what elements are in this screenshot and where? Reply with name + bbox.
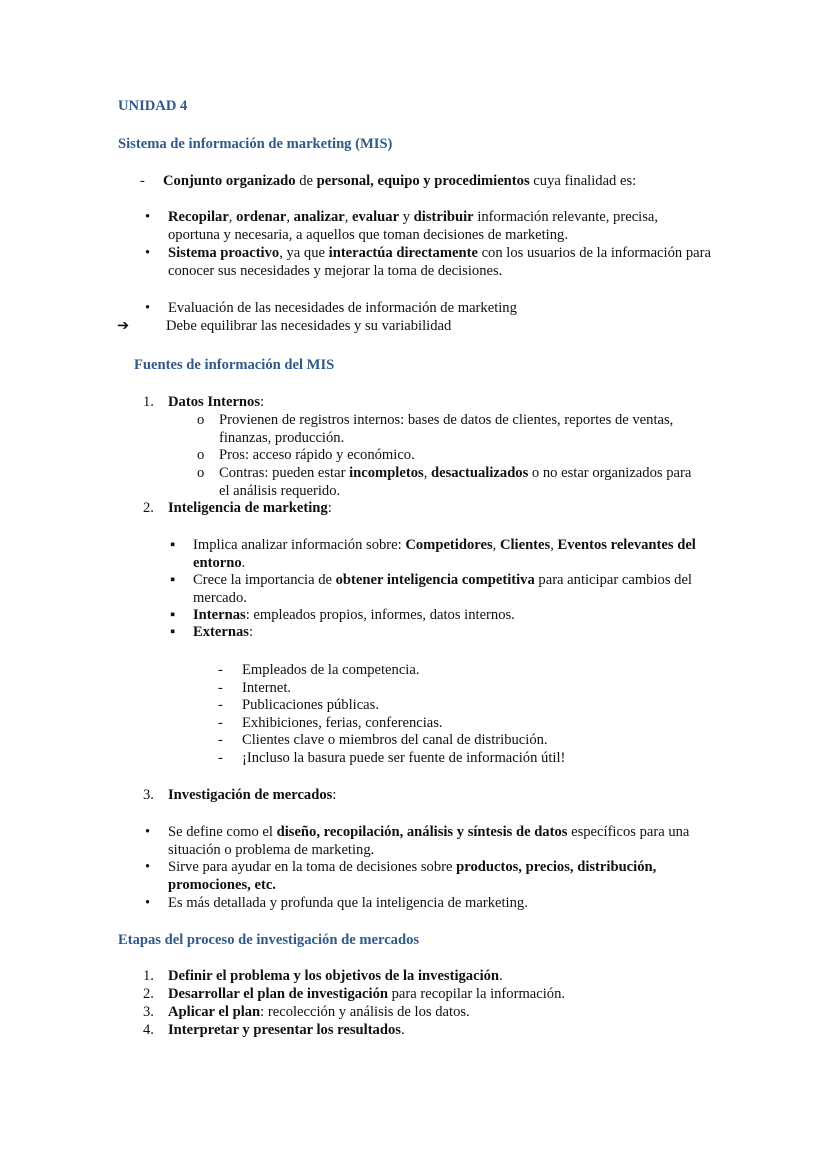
bold-text: evaluar: [352, 209, 400, 225]
text-run: Contras: pueden estar: [219, 465, 350, 481]
text-run: ,: [228, 209, 237, 225]
step-number: 4.: [143, 1022, 154, 1038]
bold-text: interactúa directamente: [328, 245, 478, 261]
external-source-text: Internet.: [242, 679, 292, 696]
external-source-text: Empleados de la competencia.: [242, 662, 420, 678]
bold-text: distribuir: [413, 209, 474, 225]
dash-marker: -: [140, 173, 145, 189]
item-label: [168, 500, 332, 518]
bold-text: Recopilar: [168, 209, 229, 225]
text-run: :: [332, 787, 337, 803]
arrow-text: [166, 318, 711, 336]
bold-text: Eventos relevantes del entorno: [193, 537, 696, 571]
text-run: ,: [492, 537, 500, 553]
bold-text: Internas: [193, 607, 246, 623]
text-run: Implica analizar información sobre:: [193, 537, 406, 553]
bullet-text: [168, 300, 713, 318]
text-run: Evaluación de las necesidades de información de marketing: [168, 300, 517, 316]
bold-text: Aplicar el plan: [168, 1004, 261, 1020]
bullet-text: [168, 245, 713, 280]
step-number: 2.: [143, 986, 154, 1002]
bold-text: personal, equipo y procedimientos: [316, 173, 530, 189]
item-number: 1.: [143, 394, 154, 410]
bullet-marker: •: [145, 859, 151, 875]
external-source-text: Clientes clave o miembros del canal de distribución.: [242, 732, 548, 748]
text-run: o no estar organizados para el análisis requerido.: [219, 465, 692, 499]
bullet-text: [168, 209, 713, 244]
item-label: [168, 394, 264, 412]
text-run: ,: [550, 537, 558, 553]
circle-bullet-icon: o: [197, 465, 205, 481]
bullet-item-text: [168, 824, 698, 859]
external-source-text: ¡Incluso la basura puede ser fuente de información útil!: [242, 749, 566, 766]
stage-step-text: [168, 986, 708, 1004]
bold-text: productos, precios, distribución, promociones, etc.: [168, 859, 657, 893]
sub-item-text: [219, 412, 699, 447]
dash-marker: -: [218, 732, 223, 748]
stage-step-text: [168, 1022, 708, 1040]
bold-text: ordenar: [236, 209, 287, 225]
text-run: : recolección y análisis de los datos.: [260, 1004, 470, 1020]
bold-text: obtener inteligencia competitiva: [335, 572, 535, 588]
external-source-text: Exhibiciones, ferias, conferencias.: [242, 714, 443, 731]
external-source-text: Publicaciones públicas.: [242, 697, 379, 713]
text-run: específicos para una situación o problema de marketing.: [168, 824, 690, 858]
item-number: 2.: [143, 500, 154, 516]
dash-marker: -: [218, 697, 223, 713]
text-run: Pros: acceso rápido y económico.: [219, 447, 415, 463]
step-number: 1.: [143, 968, 154, 984]
item-number: 3.: [143, 787, 154, 803]
sub-item-text: [193, 607, 703, 625]
sub-item-text: [193, 572, 703, 607]
dash-marker: -: [218, 749, 223, 766]
text-run: Crece la importancia de: [193, 572, 336, 588]
text-run: .: [499, 968, 503, 984]
text-run: , ya que: [279, 245, 329, 261]
dash-marker: -: [218, 662, 223, 678]
text-run: con los usuarios de la información para conocer sus necesidades y mejorar la toma de decisiones.: [168, 245, 711, 279]
text-run: Es más detallada y profunda que la inteligencia de marketing.: [168, 895, 528, 911]
text-run: :: [260, 394, 265, 410]
text-run: ,: [344, 209, 353, 225]
bold-text: Interpretar y presentar los resultados: [168, 1022, 401, 1038]
square-bullet-icon: ▪: [170, 607, 176, 623]
text-run: : empleados propios, informes, datos internos.: [245, 607, 515, 623]
bullet-marker: •: [145, 300, 151, 316]
section-heading-mis: Sistema de información de marketing (MIS): [118, 136, 393, 152]
bold-text: Clientes: [499, 537, 551, 553]
bold-text: diseño, recopilación, análisis y síntesis de datos: [276, 824, 568, 840]
text-run: .: [241, 554, 246, 571]
dash-marker: -: [218, 714, 223, 731]
bullet-marker: •: [145, 895, 151, 911]
dash-marker: -: [218, 679, 223, 696]
text-run: Debe equilibrar las necesidades y su variabilidad: [166, 318, 452, 334]
bold-text: Investigación de mercados: [168, 787, 333, 803]
sub-item-text: [193, 537, 703, 572]
bold-text: Sistema proactivo: [168, 245, 280, 261]
bold-text: Datos Internos: [168, 394, 261, 410]
sub-item-text: [193, 624, 703, 642]
text-run: Provienen de registros internos: bases de datos de clientes, reportes de ventas, finanzas, producción.: [219, 412, 674, 446]
text-run: información relevante, precisa, oportuna y necesaria, a aquellos que toman decisiones de marketing.: [168, 209, 659, 243]
text-run: cuya finalidad es:: [529, 173, 637, 189]
bold-text: Competidores: [405, 537, 493, 553]
stage-step-text: [168, 1004, 708, 1022]
bold-text: Conjunto organizado: [163, 173, 296, 189]
square-bullet-icon: ▪: [170, 537, 176, 553]
bold-text: incompletos: [349, 465, 424, 481]
text-run: para recopilar la información.: [387, 986, 566, 1002]
text-run: ,: [286, 209, 294, 225]
bullet-marker: •: [145, 245, 151, 261]
text-run: de: [295, 173, 317, 189]
bold-text: desactualizados: [430, 465, 529, 481]
text-run: y: [399, 209, 414, 225]
text-run: Sirve para ayudar en la toma de decisiones sobre: [168, 859, 457, 875]
square-bullet-icon: ▪: [170, 624, 176, 640]
unit-title: UNIDAD 4: [118, 98, 188, 114]
bullet-item-text: [168, 895, 698, 913]
bullet-marker: •: [145, 209, 151, 225]
text-run: para anticipar cambios del mercado.: [193, 572, 692, 606]
item-label: [168, 787, 336, 805]
section-heading-stages: Etapas del proceso de investigación de mercados: [118, 932, 420, 948]
text-run: Se define como el: [168, 824, 277, 840]
bold-text: Definir el problema y los objetivos de la investigación: [168, 968, 500, 984]
bold-text: Desarrollar el plan de investigación: [168, 986, 388, 1002]
text-run: :: [327, 500, 332, 516]
step-number: 3.: [143, 1004, 154, 1020]
bold-text: analizar: [293, 209, 345, 225]
bold-text: Inteligencia de marketing: [168, 500, 328, 516]
circle-bullet-icon: o: [197, 447, 205, 463]
stage-step-text: [168, 968, 708, 986]
text-run: :: [248, 624, 254, 640]
sub-item-text: [219, 447, 699, 465]
circle-bullet-icon: o: [197, 412, 205, 428]
arrow-right-icon: ➔: [117, 318, 130, 334]
intro-text: [163, 173, 723, 191]
square-bullet-icon: ▪: [170, 572, 176, 588]
text-run: ,: [423, 465, 431, 481]
bullet-item-text: [168, 859, 698, 894]
sub-item-text: [219, 465, 699, 500]
bullet-marker: •: [145, 824, 151, 840]
section-heading-sources: Fuentes de información del MIS: [134, 357, 335, 373]
bold-text: Externas: [193, 624, 249, 640]
text-run: .: [400, 1022, 405, 1038]
